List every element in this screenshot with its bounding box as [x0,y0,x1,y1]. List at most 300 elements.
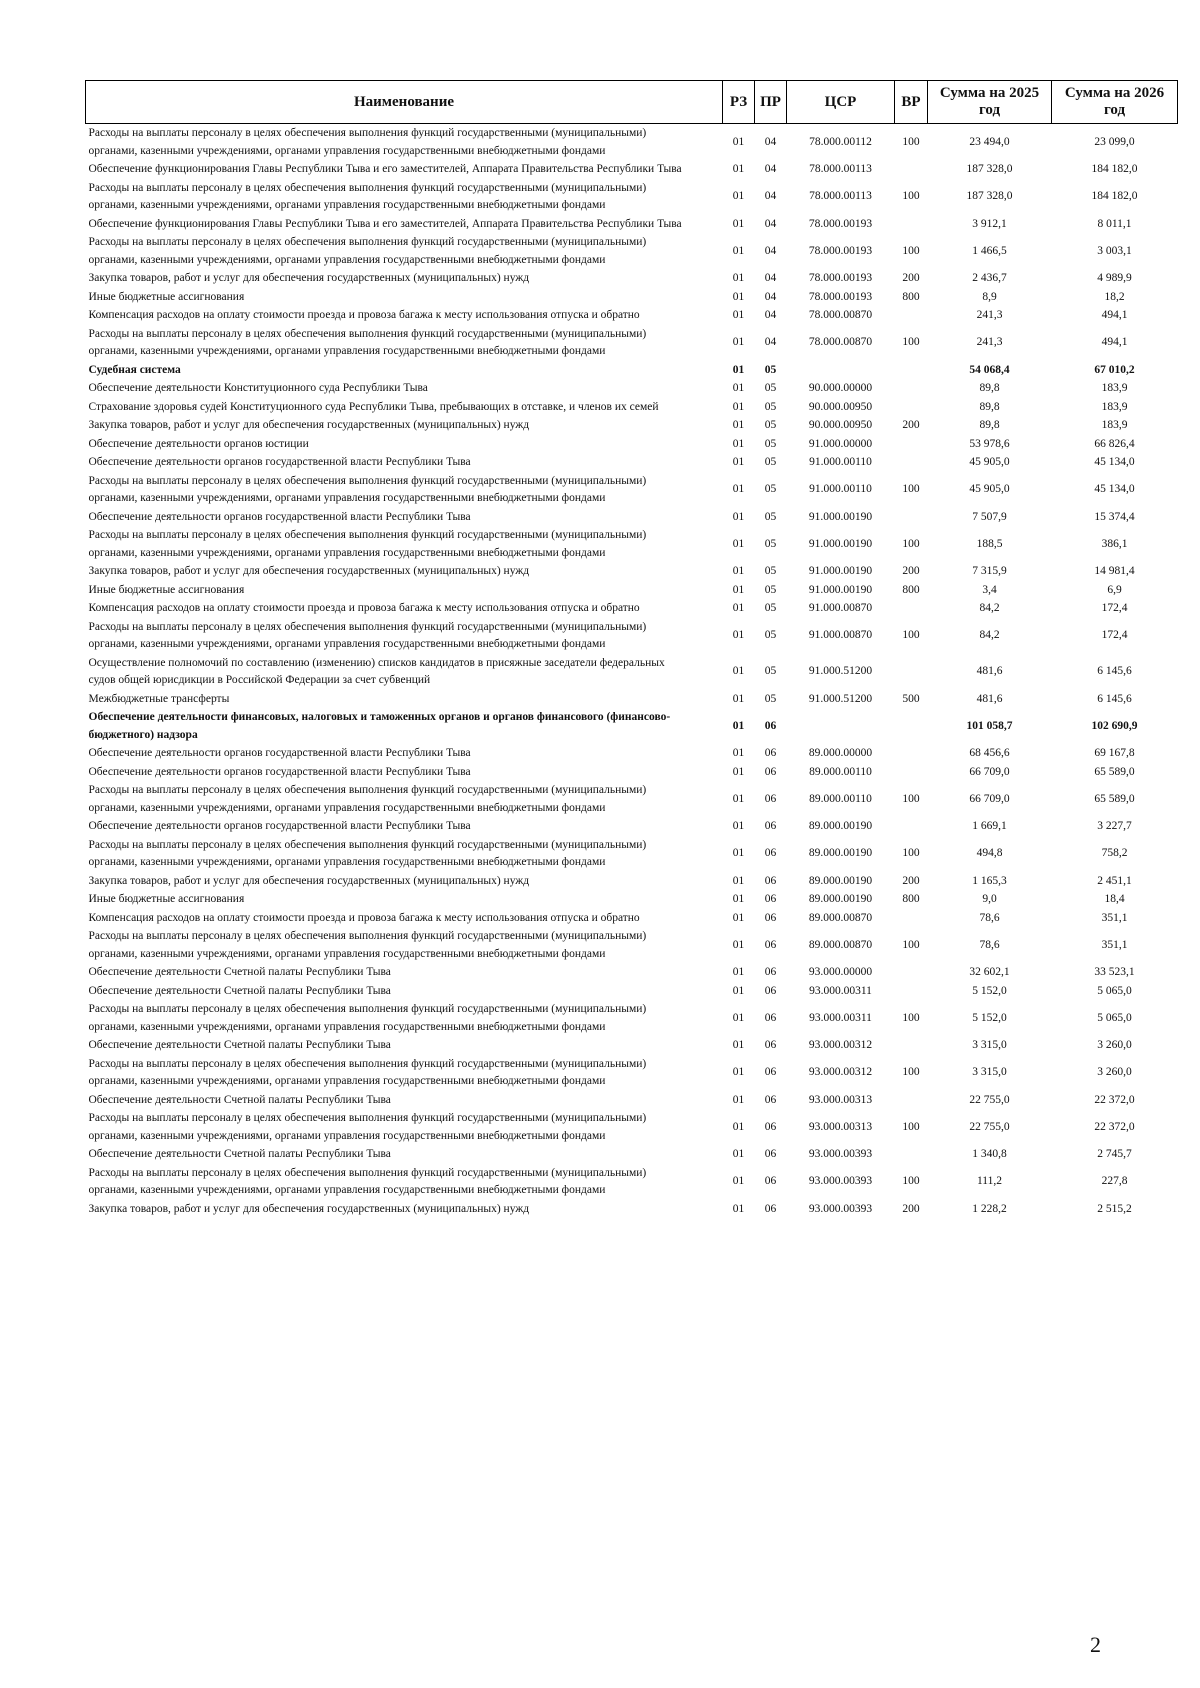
row-name: Обеспечение деятельности органов государственной власти Республики Тыва [88,820,471,832]
row-rz: 01 [732,1011,745,1024]
row-sum-2025: 1 340,8 [972,1148,1007,1160]
row-pr: 06 [764,747,777,759]
row-name: Расходы на выплаты персоналу в целях обеспечения выполнения функций государственными (муниципальными) органами, казенными учреждениями, органами управления государственными внебюджетными фондами [88,474,647,504]
table-row [86,836,1178,872]
row-rz: 01 [732,244,745,257]
row-name: Расходы на выплаты персоналу в целях обеспечения выполнения функций государственными (муниципальными) органами, казенными учреждениями, органами управления государственными внебюджетными фондами [88,1003,647,1033]
row-name: Иные бюджетные ассигнования [88,893,245,905]
row-vr: 100 [902,629,920,642]
row-csr: 93.000.00000 [808,966,873,978]
header-sum-2025: Сумма на 2025 год [928,81,1052,124]
table-row [86,508,1178,527]
row-name: Судебная система [88,363,181,376]
table-row [86,1036,1178,1055]
row-pr: 05 [764,537,777,550]
row-rz: 01 [732,893,745,905]
row-vr [895,1036,928,1055]
row-sum-2026: 3 227,7 [1097,820,1132,832]
row-vr [895,909,928,928]
table-row [86,160,1178,179]
row-sum-2026: 4 989,9 [1097,272,1132,284]
row-name: Расходы на выплаты персоналу в целях обеспечения выполнения функций государственными (муниципальными) органами, казенными учреждениями, органами управления государственными внебюджетными фондами [88,327,647,357]
row-name: Расходы на выплаты персоналу в целях обеспечения выполнения функций государственными (муниципальными) органами, казенными учреждениями, органами управления государственными внебюджетными фондами [88,1057,647,1087]
row-pr: 06 [764,966,777,978]
row-pr: 05 [764,629,777,642]
row-csr: 93.000.00393 [808,1148,873,1160]
row-name: Обеспечение деятельности финансовых, налоговых и таможенных органов и органов финансового (финансово-бюджетного) надзора [88,711,671,741]
row-sum-2026: 3 260,0 [1097,1039,1132,1051]
row-csr: 91.000.00000 [808,437,873,450]
row-pr: 06 [764,820,777,832]
row-rz: 01 [732,847,745,860]
table-row [86,562,1178,581]
row-sum-2025: 89,8 [979,419,1000,431]
row-sum-2026: 33 523,1 [1094,966,1135,978]
row-sum-2026: 6,9 [1107,583,1122,596]
table-row [86,1055,1178,1091]
row-sum-2025: 5 152,0 [972,984,1007,997]
row-vr [895,453,928,472]
row-sum-2025: 5 152,0 [972,1011,1007,1024]
row-name: Обеспечение деятельности Счетной палаты Республики Тыва [88,1148,391,1160]
row-sum-2025: 3 912,1 [972,217,1007,230]
row-pr: 06 [764,1148,777,1160]
row-sum-2025: 22 755,0 [969,1093,1010,1106]
row-name: Расходы на выплаты персоналу в целях обеспечения выполнения функций государственными (муниципальными) органами, казенными учреждениями, органами управления государственными внебюджетными фондами [88,1112,647,1142]
row-sum-2025: 53 978,6 [969,437,1010,450]
row-pr: 05 [764,483,777,496]
row-csr: 93.000.00312 [808,1066,873,1079]
row-sum-2026: 6 145,6 [1097,692,1132,705]
row-name: Расходы на выплаты персоналу в целях обеспечения выполнения функций государственными (муниципальными) органами, казенными учреждениями, органами управления государственными внебюджетными фондами [88,838,647,868]
header-vr: ВР [895,81,928,124]
row-sum-2026: 2 451,1 [1097,874,1132,887]
row-vr: 200 [902,565,920,577]
row-pr: 06 [764,792,777,805]
row-vr [895,379,928,398]
table-row [86,872,1178,891]
row-rz: 01 [732,602,745,614]
row-name: Расходы на выплаты персоналу в целях обеспечения выполнения функций государственными (муниципальными) органами, казенными учреждениями, органами управления государственными внебюджетными фондами [88,181,647,211]
row-vr: 200 [902,272,920,284]
row-rz: 01 [732,966,745,978]
row-vr: 500 [902,692,920,705]
row-vr: 100 [902,537,920,550]
row-vr [895,1091,928,1110]
row-pr: 05 [764,565,777,577]
row-name: Иные бюджетные ассигнования [88,290,245,303]
row-rz: 01 [732,692,745,705]
row-pr: 05 [764,382,777,394]
row-sum-2025: 45 905,0 [969,483,1010,496]
row-sum-2025: 9,0 [982,893,997,905]
row-csr: 90.000.00000 [808,382,873,394]
row-csr: 78.000.00193 [808,244,873,257]
row-csr: 93.000.00311 [809,984,872,997]
row-sum-2026: 67 010,2 [1094,363,1135,376]
row-pr: 05 [764,583,777,596]
row-vr [895,508,928,527]
row-rz: 01 [732,290,745,303]
table-row [86,1200,1178,1219]
row-rz: 01 [732,1148,745,1160]
row-name: Межбюджетные трансферты [88,692,230,705]
row-pr: 06 [764,1011,777,1024]
row-vr: 800 [902,583,920,596]
row-csr: 91.000.00870 [808,629,873,642]
row-rz: 01 [732,874,745,887]
row-name: Закупка товаров, работ и услуг для обеспечения государственных (муниципальных) нужд [88,272,530,284]
row-csr: 78.000.00193 [808,272,873,284]
row-rz: 01 [732,400,745,413]
row-pr: 06 [764,1039,777,1051]
budget-table [85,80,1178,1218]
row-sum-2026: 2 515,2 [1097,1202,1132,1215]
row-rz: 01 [732,382,745,394]
row-vr [895,654,928,690]
table-row [86,763,1178,782]
row-rz: 01 [732,419,745,431]
row-sum-2025: 32 602,1 [969,966,1010,978]
row-sum-2025: 22 755,0 [969,1120,1010,1133]
row-csr: 93.000.00313 [808,1093,873,1106]
row-vr [895,160,928,179]
table-row [86,435,1178,454]
row-csr: 91.000.00190 [808,583,873,596]
row-vr [895,744,928,763]
row-csr: 78.000.00113 [809,190,872,203]
row-sum-2025: 494,8 [976,847,1003,860]
row-sum-2025: 1 228,2 [972,1202,1007,1215]
row-vr: 800 [902,893,920,905]
table-row [86,599,1178,618]
row-name: Обеспечение функционирования Главы Республики Тыва и его заместителей, Аппарата Правительства Республики Тыва [88,163,682,175]
row-vr [895,982,928,1001]
table-row [86,361,1178,380]
row-sum-2025: 241,3 [976,336,1003,349]
row-pr: 05 [764,400,777,413]
row-sum-2026: 65 589,0 [1094,765,1135,778]
row-sum-2026: 23 099,0 [1094,135,1135,148]
row-name: Обеспечение деятельности Счетной палаты Республики Тыва [88,984,391,997]
table-row [86,215,1178,234]
row-csr [787,708,895,744]
row-name: Закупка товаров, работ и услуг для обеспечения государственных (муниципальных) нужд [88,1202,530,1215]
row-pr: 06 [764,847,777,860]
row-vr [895,817,928,836]
row-csr [787,361,895,380]
row-sum-2026: 3 260,0 [1097,1066,1132,1079]
table-row [86,781,1178,817]
row-sum-2026: 45 134,0 [1094,456,1135,468]
row-name: Компенсация расходов на оплату стоимости проезда и провоза багажа к месту использования отпуска и обратно [88,602,640,614]
row-rz: 01 [732,1039,745,1051]
row-sum-2025: 3 315,0 [972,1066,1007,1079]
row-pr: 06 [764,893,777,905]
row-vr [895,963,928,982]
row-pr: 04 [764,217,777,230]
row-rz: 01 [732,1175,745,1188]
row-sum-2026: 386,1 [1101,537,1128,550]
row-csr: 91.000.00870 [808,602,873,614]
row-sum-2026: 22 372,0 [1094,1093,1135,1106]
row-sum-2025: 1 669,1 [972,820,1007,832]
row-sum-2025: 187 328,0 [966,163,1013,175]
table-row [86,1109,1178,1145]
table-row [86,453,1178,472]
table-header [86,81,1178,124]
row-sum-2025: 84,2 [979,602,1000,614]
row-csr: 91.000.00110 [809,456,872,468]
row-vr [895,435,928,454]
row-pr: 04 [764,309,777,321]
row-rz: 01 [732,583,745,596]
row-name: Компенсация расходов на оплату стоимости проезда и провоза багажа к месту использования отпуска и обратно [88,911,640,924]
table-row [86,306,1178,325]
table-row [86,581,1178,600]
row-sum-2026: 494,1 [1101,309,1128,321]
table-row [86,233,1178,269]
row-csr: 89.000.00870 [808,938,873,951]
table-row [86,817,1178,836]
page-number: 2 [1090,1632,1101,1657]
row-csr: 89.000.00870 [808,911,873,924]
row-sum-2025: 2 436,7 [972,272,1007,284]
row-vr: 100 [902,190,920,203]
row-pr: 06 [764,1175,777,1188]
row-name: Обеспечение деятельности органов государственной власти Республики Тыва [88,456,471,468]
row-sum-2025: 7 507,9 [972,510,1007,523]
row-csr: 93.000.00313 [808,1120,873,1133]
row-vr: 100 [902,938,920,951]
row-sum-2026: 183,9 [1101,382,1128,394]
row-sum-2025: 101 058,7 [966,719,1013,732]
row-sum-2026: 45 134,0 [1094,483,1135,496]
row-pr: 06 [764,1202,777,1215]
row-sum-2026: 351,1 [1101,911,1128,924]
row-sum-2025: 54 068,4 [969,363,1010,376]
row-sum-2025: 481,6 [976,692,1003,705]
row-name: Обеспечение деятельности органов государственной власти Республики Тыва [88,765,471,778]
row-rz: 01 [732,984,745,997]
table-row [86,526,1178,562]
row-vr [895,398,928,417]
row-name: Расходы на выплаты персоналу в целях обеспечения выполнения функций государственными (муниципальными) органами, казенными учреждениями, органами управления государственными внебюджетными фондами [88,127,647,157]
row-vr: 100 [902,1066,920,1079]
row-sum-2026: 5 065,0 [1097,984,1132,997]
table-row [86,690,1178,709]
table-row [86,288,1178,307]
table-row [86,1000,1178,1036]
row-sum-2026: 18,4 [1104,893,1125,905]
row-csr: 91.000.00190 [808,510,873,523]
table-row [86,416,1178,435]
row-vr [895,763,928,782]
row-csr: 90.000.00950 [808,400,873,413]
row-pr: 04 [764,190,777,203]
row-vr [895,708,928,744]
row-sum-2025: 7 315,9 [972,565,1007,577]
table-row [86,379,1178,398]
row-sum-2025: 89,8 [979,400,1000,413]
row-pr: 06 [764,984,777,997]
row-csr: 91.000.00190 [808,565,873,577]
header-pr: ПР [755,81,787,124]
table-row [86,708,1178,744]
row-csr: 89.000.00000 [808,747,873,759]
row-rz: 01 [732,537,745,550]
row-csr: 91.000.51200 [808,692,873,705]
table-row [86,1145,1178,1164]
row-sum-2026: 15 374,4 [1094,510,1135,523]
row-pr: 06 [764,1120,777,1133]
row-sum-2025: 23 494,0 [969,135,1010,148]
row-sum-2026: 65 589,0 [1094,792,1135,805]
row-rz: 01 [732,456,745,468]
row-pr: 05 [764,363,777,376]
table-row [86,982,1178,1001]
row-sum-2025: 45 905,0 [969,456,1010,468]
table-row [86,744,1178,763]
row-name: Расходы на выплаты персоналу в целях обеспечения выполнения функций государственными (муниципальными) органами, казенными учреждениями, органами управления государственными внебюджетными фондами [88,529,647,559]
row-csr: 91.000.00110 [809,483,872,496]
row-name: Расходы на выплаты персоналу в целях обеспечения выполнения функций государственными (муниципальными) органами, казенными учреждениями, органами управления государственными внебюджетными фондами [88,236,647,266]
table-row [86,618,1178,654]
row-rz: 01 [732,719,745,732]
row-pr: 04 [764,272,777,284]
row-name: Обеспечение деятельности Счетной палаты Республики Тыва [88,1093,391,1106]
row-pr: 06 [764,938,777,951]
row-rz: 01 [732,911,745,924]
row-rz: 01 [732,483,745,496]
row-vr [895,306,928,325]
row-name: Компенсация расходов на оплату стоимости проезда и провоза багажа к месту использования отпуска и обратно [88,309,640,321]
row-csr: 89.000.00190 [808,874,873,887]
row-vr: 200 [902,874,920,887]
table-body [86,124,1178,1219]
row-sum-2025: 1 466,5 [972,244,1007,257]
row-sum-2026: 351,1 [1101,938,1128,951]
row-pr: 06 [764,1066,777,1079]
row-vr [895,1145,928,1164]
row-sum-2026: 3 003,1 [1097,244,1132,257]
row-pr: 05 [764,437,777,450]
row-pr: 04 [764,135,777,148]
row-vr: 100 [902,792,920,805]
table-row [86,1091,1178,1110]
row-vr: 100 [902,1011,920,1024]
row-name: Иные бюджетные ассигнования [88,583,245,596]
row-sum-2025: 187 328,0 [966,190,1013,203]
table-row [86,269,1178,288]
table-row [86,1164,1178,1200]
row-csr: 78.000.00870 [808,309,873,321]
row-name: Обеспечение функционирования Главы Республики Тыва и его заместителей, Аппарата Правительства Республики Тыва [88,217,682,230]
row-vr: 200 [902,419,920,431]
row-sum-2026: 66 826,4 [1094,437,1135,450]
table-row [86,398,1178,417]
row-csr: 78.000.00193 [808,290,873,303]
table-row [86,472,1178,508]
row-pr: 05 [764,456,777,468]
row-pr: 04 [764,244,777,257]
row-csr: 78.000.00870 [808,336,873,349]
row-vr: 100 [902,483,920,496]
row-name: Закупка товаров, работ и услуг для обеспечения государственных (муниципальных) нужд [88,565,530,577]
row-csr: 93.000.00311 [809,1011,872,1024]
row-rz: 01 [732,272,745,284]
row-vr [895,361,928,380]
row-rz: 01 [732,820,745,832]
row-rz: 01 [732,309,745,321]
row-pr: 05 [764,665,777,678]
row-vr: 100 [902,1120,920,1133]
row-pr: 05 [764,419,777,431]
row-vr: 200 [902,1202,920,1215]
row-sum-2026: 172,4 [1101,602,1128,614]
row-name: Расходы на выплаты персоналу в целях обеспечения выполнения функций государственными (муниципальными) органами, казенными учреждениями, органами управления государственными внебюджетными фондами [88,620,647,650]
row-rz: 01 [732,1066,745,1079]
row-rz: 01 [732,437,745,450]
row-csr: 89.000.00190 [808,847,873,860]
table-row [86,654,1178,690]
row-vr: 100 [902,135,920,148]
row-pr: 04 [764,290,777,303]
row-vr: 100 [902,847,920,860]
row-csr: 89.000.00110 [809,792,872,805]
row-csr: 91.000.51200 [808,665,873,678]
row-rz: 01 [732,665,745,678]
row-pr: 04 [764,336,777,349]
table-row [86,890,1178,909]
row-csr: 78.000.00193 [808,217,873,230]
row-csr: 90.000.00950 [808,419,873,431]
row-name: Обеспечение деятельности органов юстиции [88,437,309,450]
row-pr: 06 [764,1093,777,1106]
row-sum-2026: 6 145,6 [1097,665,1132,678]
row-sum-2025: 78,6 [979,911,1000,924]
table-row [86,179,1178,215]
row-pr: 04 [764,163,777,175]
row-vr: 800 [902,290,920,303]
row-name: Расходы на выплаты персоналу в целях обеспечения выполнения функций государственными (муниципальными) органами, казенными учреждениями, органами управления государственными внебюджетными фондами [88,1166,647,1196]
row-csr: 91.000.00190 [808,537,873,550]
row-name: Осуществление полномочий по составлению (изменению) списков кандидатов в присяжные заседатели федеральных судов общей юрисдикции в Российской Федерации за счет субвенций [88,656,665,686]
row-rz: 01 [732,747,745,759]
row-name: Страхование здоровья судей Конституционного суда Республики Тыва, пребывающих в отставке, и членов их семей [88,400,659,413]
row-sum-2025: 8,9 [982,290,997,303]
row-sum-2025: 68 456,6 [969,747,1010,759]
row-sum-2025: 89,8 [979,382,1000,394]
header-name: Наименование [86,81,723,124]
row-sum-2026: 22 372,0 [1094,1120,1135,1133]
row-sum-2025: 3,4 [982,583,997,596]
row-rz: 01 [732,1202,745,1215]
row-rz: 01 [732,510,745,523]
row-sum-2026: 2 745,7 [1097,1148,1132,1160]
row-sum-2026: 227,8 [1101,1175,1128,1188]
row-name: Обеспечение деятельности органов государственной власти Республики Тыва [88,510,471,523]
row-rz: 01 [732,1093,745,1106]
row-csr: 93.000.00312 [808,1039,873,1051]
row-rz: 01 [732,336,745,349]
row-sum-2025: 481,6 [976,665,1003,678]
row-sum-2026: 183,9 [1101,419,1128,431]
row-name: Закупка товаров, работ и услуг для обеспечения государственных (муниципальных) нужд [88,419,530,431]
row-sum-2026: 184 182,0 [1091,190,1138,203]
row-csr: 89.000.00190 [808,820,873,832]
row-vr [895,215,928,234]
